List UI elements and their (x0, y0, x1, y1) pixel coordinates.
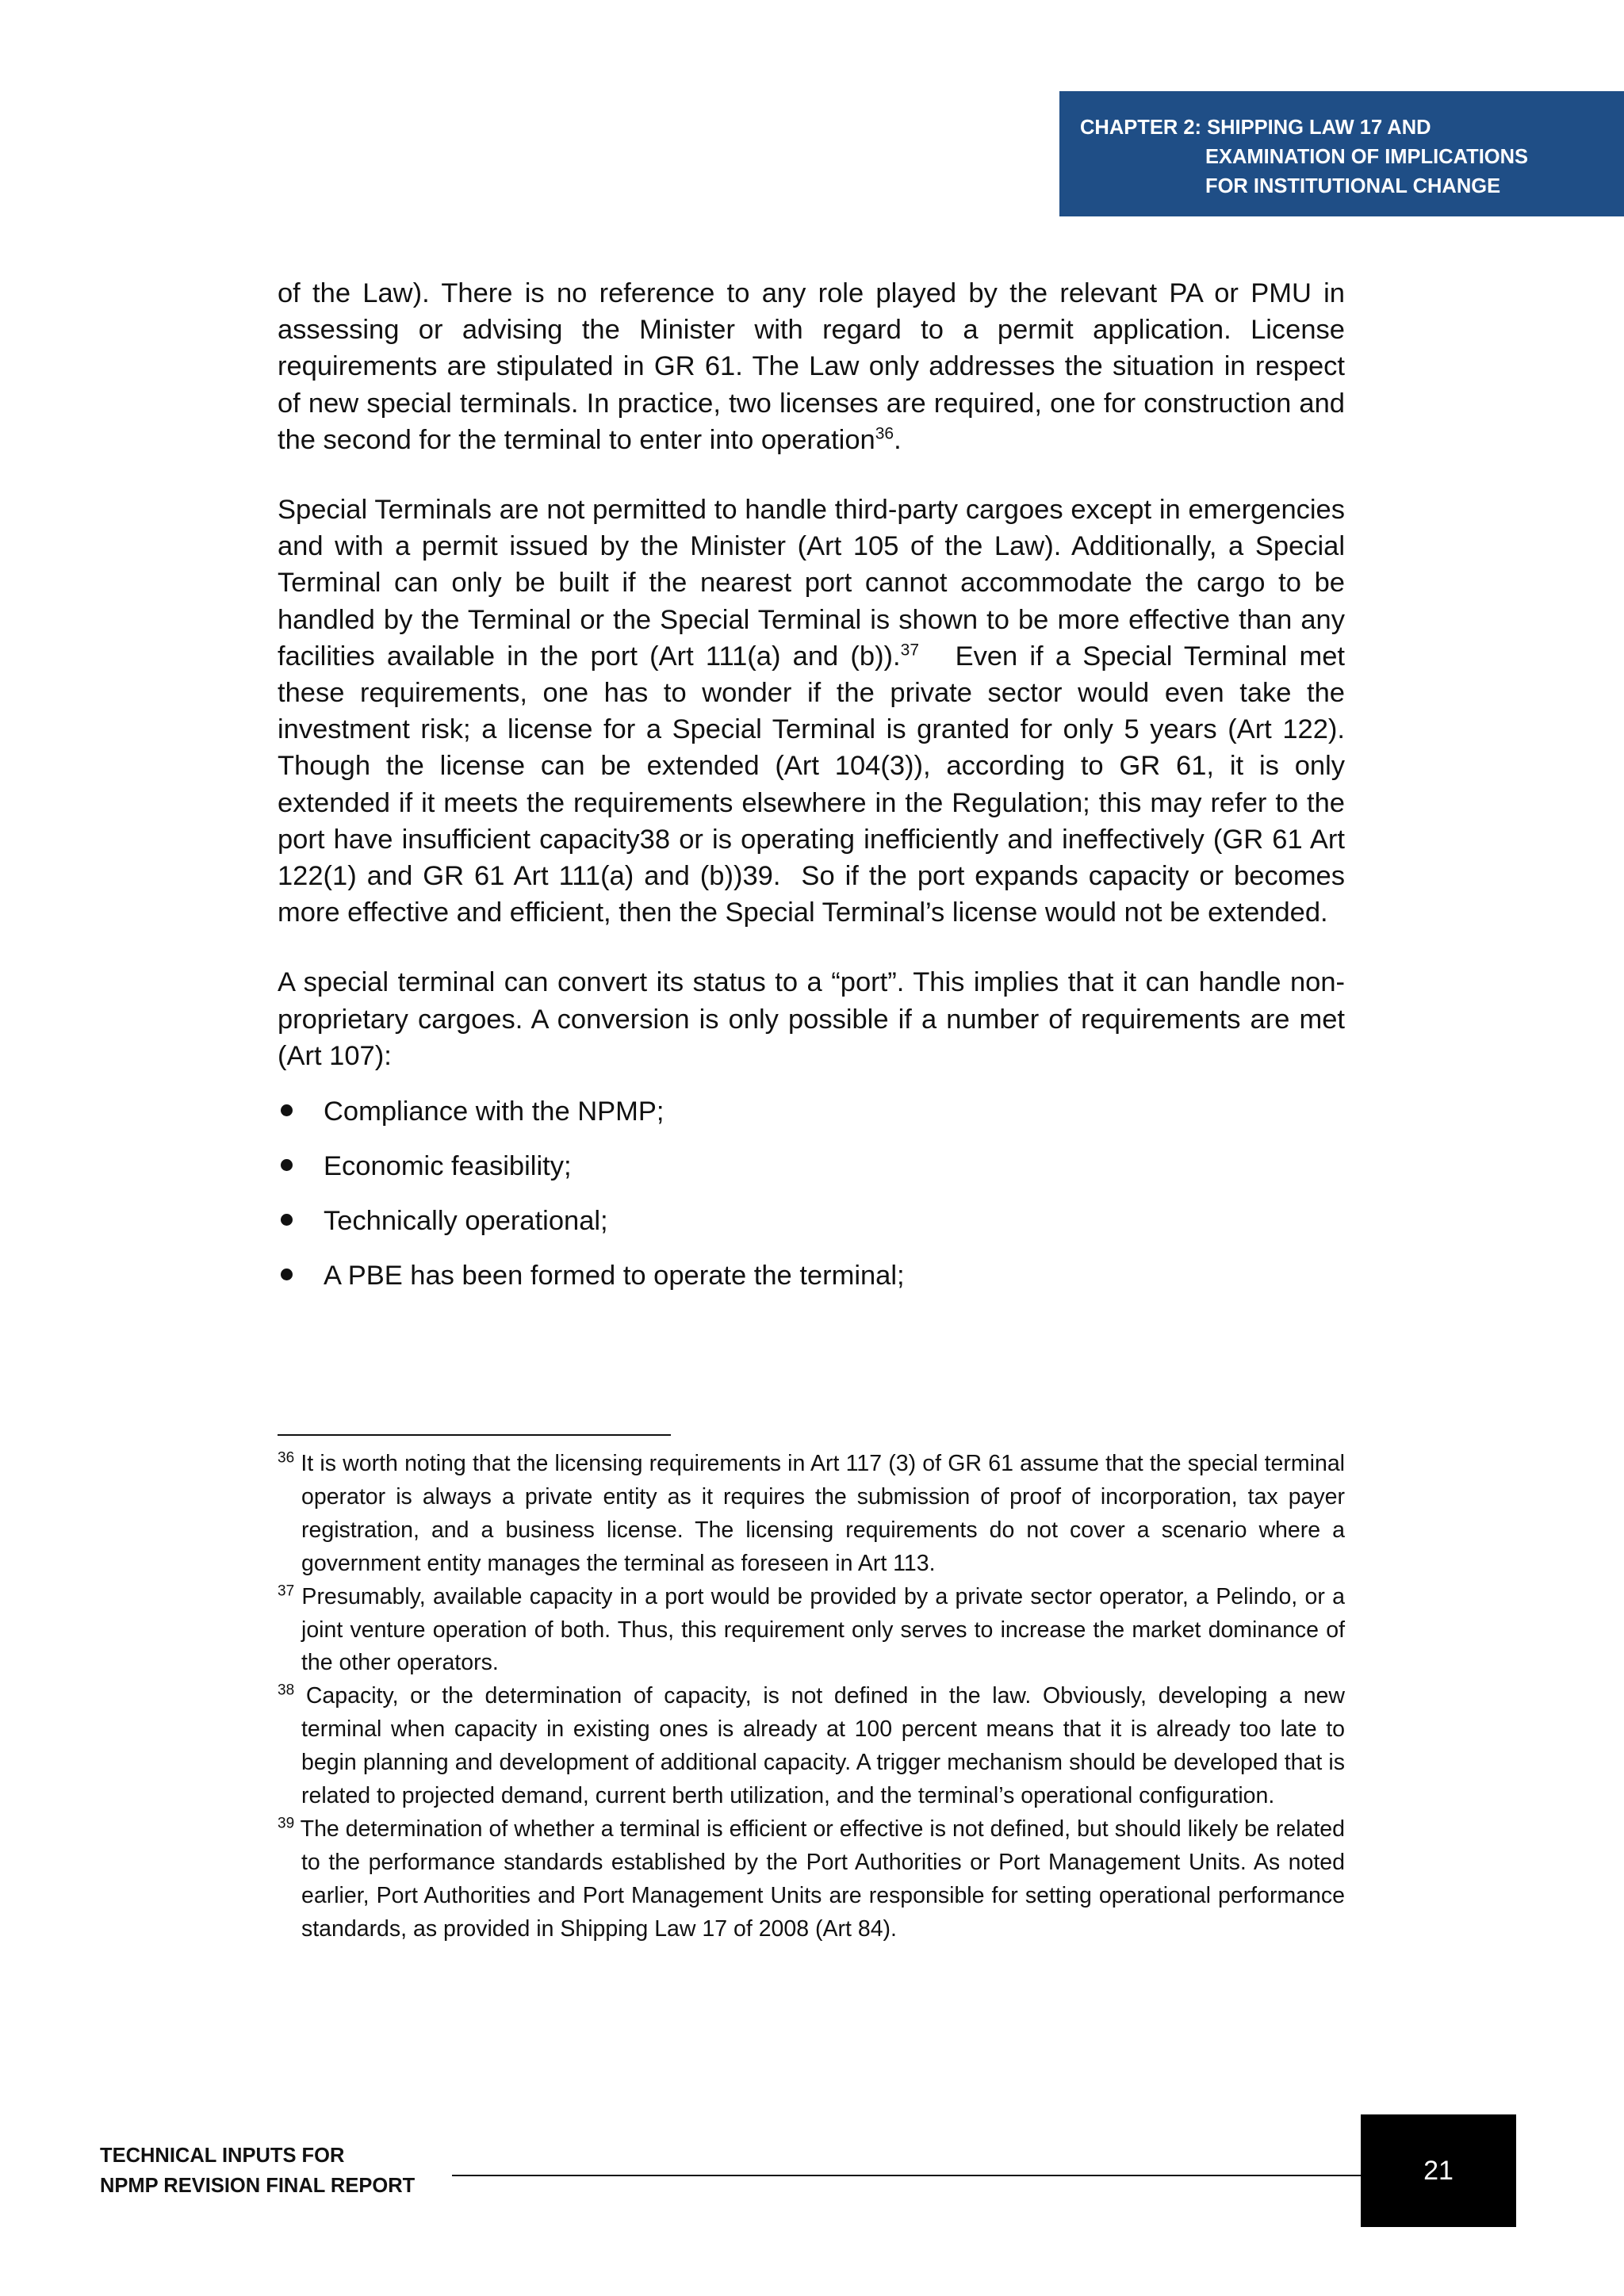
footnote-ref-37: 37 (900, 641, 919, 660)
paragraph-1-end: . (894, 424, 902, 455)
paragraph-1-text: of the Law). There is no reference to any role played by the relevant PA or PMU in assessing or advising the Minister with regard to a permit application. License requirements are stipulated in GR 61. The Law only addresses the situation in respect of new special terminals. In practice, two licenses are required, one for construction and the second for the terminal to enter into operation (278, 278, 1345, 455)
footnote-number: 36 (278, 1449, 295, 1467)
paragraph-1 (278, 275, 1345, 458)
chapter-header (1059, 91, 1624, 216)
footnote-37 (278, 1581, 1345, 1681)
footnote-text: Presumably, available capacity in a port would be provided by a private sector operator, a Pelindo, or a joint venture operation of both. Thus, this requirement only serves to increase the market dominance of the other operators. (294, 1583, 1345, 1676)
report-title-footer (100, 2141, 415, 2201)
list-item-text: Economic feasibility; (324, 1151, 572, 1182)
main-body (278, 275, 1361, 1312)
footnote-number: 39 (278, 1815, 295, 1832)
list-item (278, 1093, 1345, 1148)
list-item (278, 1203, 1345, 1257)
list-item-text: Compliance with the NPMP; (324, 1096, 665, 1127)
footnote-text: It is worth noting that the licensing requirements in Art 117 (3) of GR 61 assume that the special terminal operator is always a private entity as it requires the submission of proof of incorporation, tax payer registration, and a business license. The licensing requirements do not cover a scenario where a government entity manages the terminal as foreseen in Art 113. (294, 1451, 1345, 1576)
footnote-separator (278, 1434, 671, 1436)
bullet-icon (281, 1159, 293, 1171)
footnote-ref-36: 36 (875, 424, 894, 443)
paragraph-3: A special terminal can convert its status to a “port”. This implies that it can handle non-proprietary cargoes. A conversion is only possible if a number of requirements are met (Art 107): (278, 967, 1345, 1071)
footnote-text: Capacity, or the determination of capacity, is not defined in the law. Obviously, developing a new terminal when capacity in existing ones is already at 100 percent means that it is already too late to begin planning and development of additional capacity. A trigger mechanism should be developed that is related to projected demand, current berth utilization, and the terminal’s operational configuration. (294, 1683, 1345, 1809)
list-item-text: Technically operational; (324, 1206, 608, 1237)
chapter-header-line-3: FOR INSTITUTIONAL CHANGE (1205, 175, 1501, 197)
footnote-39 (278, 1813, 1345, 1946)
requirements-list (278, 1093, 1345, 1312)
footnote-36 (278, 1448, 1345, 1581)
footnote-text: The determination of whether a terminal is efficient or effective is not defined, but should likely be related to the performance standards established by the Port Authorities or Port Management Units. As noted earlier, Port Authorities and Port Management Units are responsible for setting operational performance standards, as provided in Shipping Law 17 of 2008 (Art 84). (294, 1816, 1345, 1942)
bullet-icon (281, 1104, 293, 1116)
list-item (278, 1257, 1345, 1312)
footer-rule (452, 2175, 1361, 2176)
page-number: 21 (1361, 2114, 1516, 2227)
chapter-header-line-1: CHAPTER 2: SHIPPING LAW 17 AND (1080, 117, 1431, 139)
chapter-header-line-2: EXAMINATION OF IMPLICATIONS (1205, 146, 1529, 168)
list-item-text: A PBE has been formed to operate the terminal; (324, 1261, 905, 1292)
footnote-number: 38 (278, 1682, 295, 1699)
bullet-icon (281, 1214, 293, 1226)
footnote-number: 37 (278, 1582, 295, 1600)
footnotes (278, 1448, 1345, 1946)
paragraph-2 (278, 492, 1361, 931)
paragraph-2-text-b: Even if a Special Terminal met these requirements, one has to wonder if the private sector would even take the investment risk; a license for a Special Terminal is granted for only 5 years (Art 122). Though the license can be extended (Art 104(3)), according to GR 61, it is only extended if it meets the requirements elsewhere in the Regulation; this may refer to the port have insufficient capacity38 or is operating inefficiently and ineffectively (GR 61 Art 122(1) and GR 61 Art 111(a) and (b))39. So if the port expands capacity or becomes more effective and efficient, then the Special Terminal’s license would not be extended. (278, 641, 1361, 928)
footer-line-1: TECHNICAL INPUTS FOR (100, 2145, 345, 2167)
paragraph-2-text-a: Special Terminals are not permitted to handle third-party cargoes except in emergencies and with a permit issued by the Minister (Art 105 of the Law). Additionally, a Special Terminal can only be built if the nearest port cannot accommodate the cargo to be handled by the Terminal or the Special Terminal is shown to be more effective than any facilities available in the port (Art 111(a) and (b)). (278, 495, 1345, 672)
list-item (278, 1148, 1345, 1203)
footer-line-2: NPMP REVISION FINAL REPORT (100, 2175, 416, 2197)
footnote-38 (278, 1680, 1345, 1813)
bullet-icon (281, 1269, 293, 1280)
